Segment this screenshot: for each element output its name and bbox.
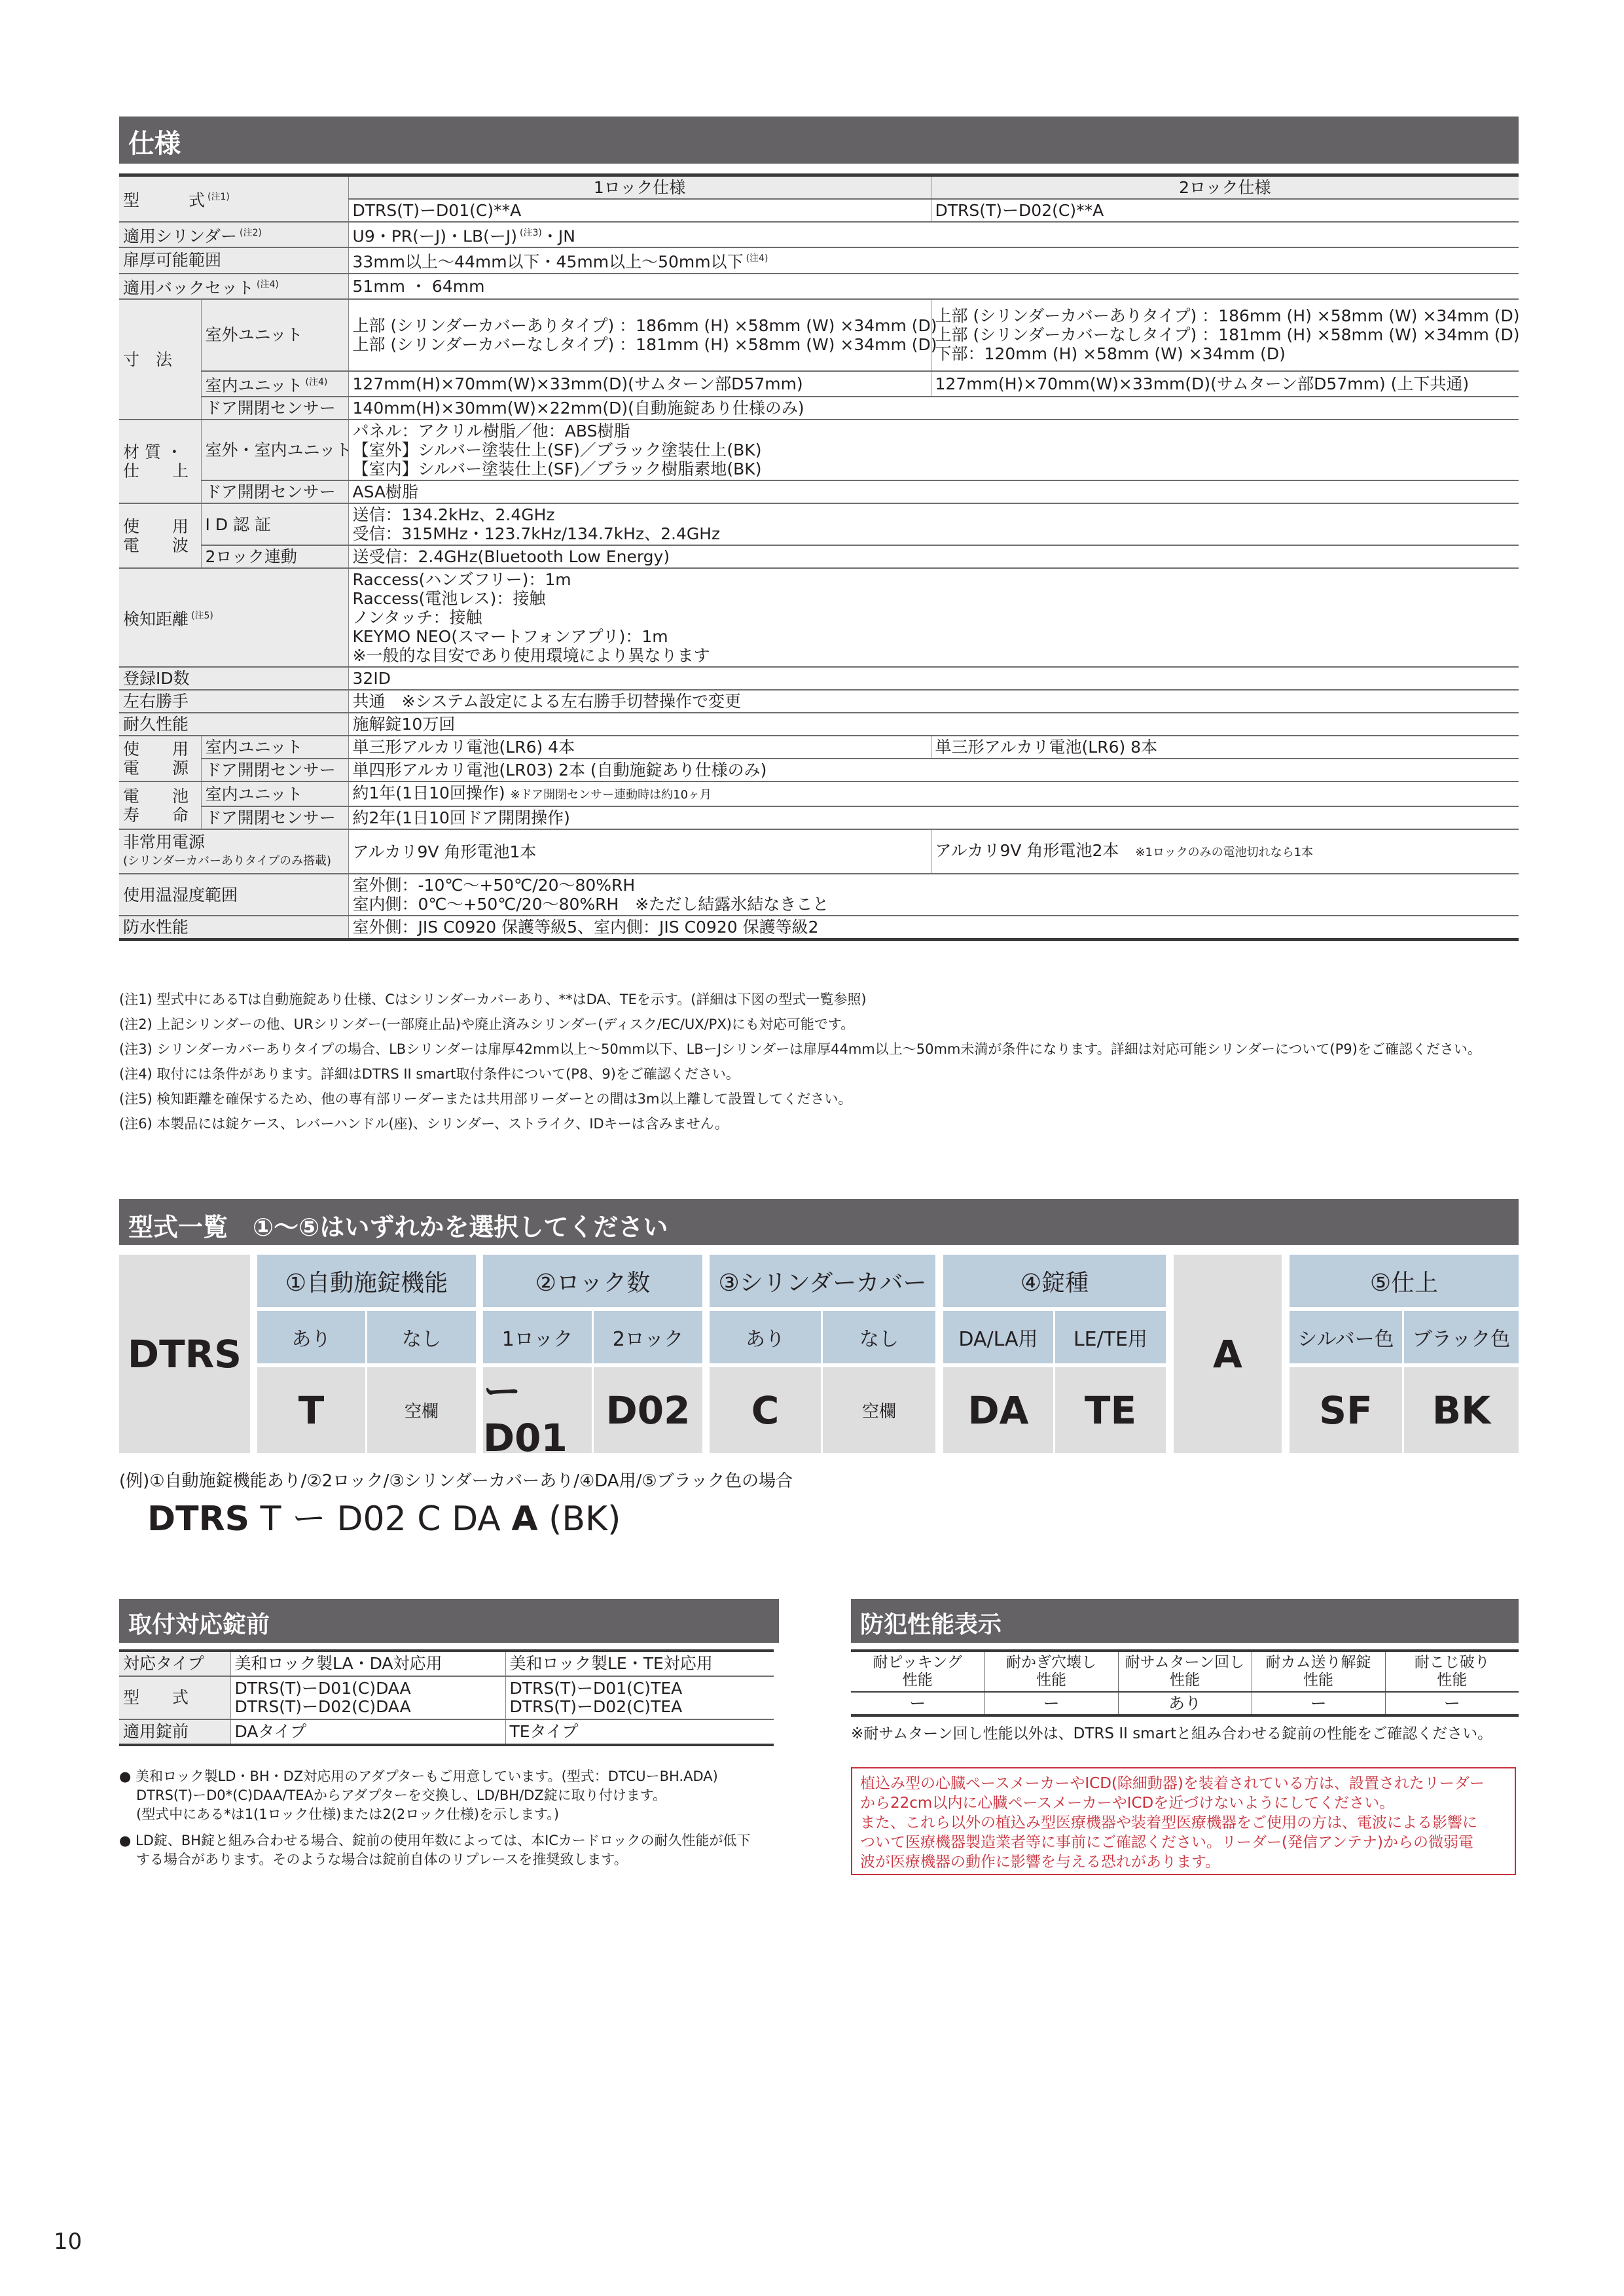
mount-table — [119, 1649, 774, 1746]
option-label: ブラック色 — [1404, 1311, 1519, 1363]
spec-row-hand — [119, 690, 1519, 713]
security-section-header — [851, 1599, 1519, 1643]
model-1lock: DTRS(T)ーD01(C)**A — [348, 199, 931, 222]
models-title: 型式一覧 ①～⑤はいずれかを選択してください — [128, 1213, 668, 1242]
dims-outdoor-1lock: 上部 (シリンダーカバーありタイプ) ：186mm (H) ×58mm (W) ×34mm (D) 上部 (シリンダーカバーなしタイプ) ：181mm (H) ×58mm (W) ×34mm (D) — [348, 299, 931, 371]
battery-indoor-value: 約1年(1日10回操作) ※ドア開閉センサー連動時は約10ヶ月 — [348, 781, 1519, 806]
spec-row-temp — [119, 874, 1519, 916]
spec-row-emergency — [119, 829, 1519, 874]
spec-label-power-sensor: ドア開閉センサー — [201, 759, 348, 781]
option-code: T — [257, 1367, 365, 1453]
spec-section-header — [119, 117, 1519, 164]
security-value: あり — [1118, 1692, 1252, 1715]
power-indoor-2lock: 単三形アルカリ電池(LR6) 8本 — [931, 736, 1519, 759]
option-code: 空欄 — [823, 1367, 935, 1453]
spec-row-door — [119, 247, 1519, 273]
mount-type-te: 美和ロック製LE・TE対応用 — [505, 1651, 774, 1676]
model-2lock: DTRS(T)ーD02(C)**A — [931, 199, 1519, 222]
spec-row-cylinder — [119, 222, 1519, 247]
option-code: 空欄 — [367, 1367, 476, 1453]
option-label: あり — [257, 1311, 365, 1363]
example-model: DTRS T ー D02 C DA A (BK) — [147, 1499, 621, 1539]
model-fixed-code: A — [1174, 1255, 1282, 1453]
spec-row-backset — [119, 274, 1519, 299]
dims-outdoor-2lock: 上部 (シリンダーカバーありタイプ) ：186mm (H) ×58mm (W) ×34mm (D) 上部 (シリンダーカバーなしタイプ) ：181mm (H) ×58mm (W) ×34mm (D) 下部：120mm (H) ×58mm (W) ×34mm (D) — [931, 299, 1519, 371]
spec-label-material-units: 室外・室内ユニット — [201, 420, 348, 480]
spec-row-battery-indoor — [119, 781, 1519, 806]
group-finish-title: ⑤仕上 — [1290, 1255, 1519, 1307]
spec-notes — [119, 987, 1519, 1136]
option-label: 2ロック — [594, 1311, 702, 1363]
spec-label-dims: 寸 法 — [119, 299, 201, 420]
option-label: DA/LA用 — [943, 1311, 1053, 1363]
spec-label-material-sensor: ドア開閉センサー — [201, 480, 348, 503]
spec-label-backset: 適用バックセット $^{(注4)}$ — [119, 274, 348, 299]
spec-label-water: 防水性能 — [119, 916, 348, 940]
spec-label-ids: 登録ID数 — [119, 667, 348, 690]
mount-bullet-2: ● LD錠、BH錠と組み合わせる場合、錠前の使用年数によっては、本ICカードロックの耐久性能が低下 する場合があります。そのような場合は錠前自体のリプレースを推奨致します。 — [119, 1833, 751, 1867]
security-table — [851, 1649, 1519, 1717]
model-prefix: DTRS — [119, 1255, 250, 1453]
spec-label-material: 材 質 ・ 仕 上 — [119, 420, 201, 503]
cylinder-value: U9・PR(ーJ)・LB(ーJ) $^{(注3)}$・JN — [348, 222, 1519, 247]
spec-row-power-sensor — [119, 759, 1519, 781]
security-header: 耐カム送り解錠 性能 — [1252, 1651, 1385, 1692]
power-sensor-value: 単四形アルカリ電池(LR03) 2本 (自動施錠あり仕様のみ) — [348, 759, 1519, 781]
security-header: 耐ピッキング 性能 — [851, 1651, 984, 1692]
power-indoor-1lock: 単三形アルカリ電池(LR6) 4本 — [348, 736, 931, 759]
mount-label-type: 対応タイプ — [119, 1651, 230, 1676]
spec-label-radio: 使 用 電 波 — [119, 503, 201, 568]
spec-label-cylinder: 適用シリンダー $^{(注2)}$ — [119, 222, 348, 247]
spec-label-model: 型 式 $^{(注1)}$ — [119, 175, 348, 223]
spec-row-battery-sensor — [119, 806, 1519, 829]
durability-value: 施解錠10万回 — [348, 713, 1519, 736]
spec-row-dims-outdoor — [119, 299, 1519, 371]
option-code: D02 — [594, 1367, 702, 1453]
spec-label-dims-outdoor: 室外ユニット — [201, 299, 348, 371]
water-value: 室外側：JIS C0920 保護等級5、室内側：JIS C0920 保護等級2 — [348, 916, 1519, 940]
mount-section-header — [119, 1599, 779, 1643]
backset-value: 51mm ・ 64mm — [348, 274, 1519, 299]
spec-label-battery-indoor: 室内ユニット — [201, 781, 348, 806]
spec-row-material-units — [119, 420, 1519, 480]
spec-label-durability: 耐久性能 — [119, 713, 348, 736]
spec-row-radio-link — [119, 545, 1519, 568]
mount-model-te: DTRS(T)ーD01(C)TEA DTRS(T)ーD02(C)TEA — [505, 1676, 774, 1719]
option-code: ーD01 — [483, 1367, 592, 1453]
spec-row-ids — [119, 667, 1519, 690]
option-code: TE — [1055, 1367, 1166, 1453]
emergency-2lock: アルカリ9V 角形電池2本 ※1ロックのみの電池切れなら1本 — [931, 829, 1519, 874]
security-title: 防犯性能表示 — [860, 1611, 1002, 1638]
spec-title: 仕様 — [128, 129, 181, 159]
note-2: (注2) 上記シリンダーの他、URシリンダー(一部廃止品)や廃止済みシリンダー(ディスク/EC/UX/PX)にも対応可能です。 — [119, 1016, 855, 1032]
security-note: ※耐サムターン回し性能以外は、DTRS II smartと組み合わせる錠前の性能をご確認ください。 — [851, 1725, 1493, 1742]
security-header: 耐こじ破り 性能 — [1385, 1651, 1519, 1692]
spec-label-power-indoor: 室内ユニット — [201, 736, 348, 759]
spec-row-radio-id — [119, 503, 1519, 545]
spec-row-durability — [119, 713, 1519, 736]
spec-row-water — [119, 916, 1519, 940]
spec-label-hand: 左右勝手 — [119, 690, 348, 713]
mount-model-da: DTRS(T)ーD01(C)DAA DTRS(T)ーD02(C)DAA — [230, 1676, 505, 1719]
dims-sensor-value: 140mm(H)×30mm(W)×22mm(D)(自動施錠あり仕様のみ) — [348, 397, 1519, 420]
spec-row-model — [119, 175, 1519, 200]
option-label: LE/TE用 — [1055, 1311, 1166, 1363]
option-code: DA — [943, 1367, 1053, 1453]
group-cylinder-cover-title: ③シリンダーカバー — [710, 1255, 935, 1307]
mount-title: 取付対応錠前 — [128, 1611, 270, 1638]
spec-label-power: 使 用 電 源 — [119, 736, 201, 781]
spec-label-battery-sensor: ドア開閉センサー — [201, 806, 348, 829]
radio-link-value: 送受信：2.4GHz(Bluetooth Low Energy) — [348, 545, 1519, 568]
header-2lock: 2ロック仕様 — [931, 175, 1519, 200]
spec-row-dims-sensor — [119, 397, 1519, 420]
spec-label-dims-sensor: ドア開閉センサー — [201, 397, 348, 420]
group-lock-type-title: ④錠種 — [943, 1255, 1166, 1307]
ids-value: 32ID — [348, 667, 1519, 690]
spec-label-temp: 使用温湿度範囲 — [119, 874, 348, 916]
note-3: (注3) シリンダーカバーありタイプの場合、LBシリンダーは扉厚42mm以上～50mm以下、LBーJシリンダーは扉厚44mm以上～50mm未満が条件になります。詳細は対応可能シリンダーについて(P9)をご確認ください。 — [119, 1041, 1481, 1057]
spec-label-distance: 検知距離 $^{(注5)}$ — [119, 568, 348, 667]
spec-row-dims-indoor — [119, 371, 1519, 397]
spec-table — [119, 173, 1519, 941]
spec-label-door: 扉厚可能範囲 — [119, 247, 348, 273]
security-header: 耐サムターン回し 性能 — [1118, 1651, 1252, 1692]
door-value: 33mm以上～44mm以下・45mm以上～50mm以下 $^{(注4)}$ — [348, 247, 1519, 273]
note-1: (注1) 型式中にあるTは自動施錠あり仕様、Cはシリンダーカバーあり、**はDA、TEを示す。(詳細は下図の型式一覧参照) — [119, 992, 867, 1007]
example-caption: (例)①自動施錠機能あり/②2ロック/③シリンダーカバーあり/④DA用/⑤ブラック色の場合 — [119, 1471, 793, 1491]
distance-value: Raccess(ハンズフリー)：1m Raccess(電池レス)：接触 ノンタッチ：接触 KEYMO NEO(スマートフォンアプリ)：1m ※一般的な目安であり使用環境により異なります — [348, 568, 1519, 667]
group-auto-lock-title: ①自動施錠機能 — [257, 1255, 476, 1307]
page-number: 10 — [54, 2229, 82, 2255]
spec-label-emergency: 非常用電源 (シリンダーカバーありタイプのみ搭載) — [119, 829, 348, 874]
dims-indoor-1lock: 127mm(H)×70mm(W)×33mm(D)(サムターン部D57mm) — [348, 371, 931, 397]
radio-id-value: 送信：134.2kHz、2.4GHz 受信：315MHz・123.7kHz/134.7kHz、2.4GHz — [348, 503, 1519, 545]
option-code: BK — [1404, 1367, 1519, 1453]
option-label: 1ロック — [483, 1311, 592, 1363]
header-1lock: 1ロック仕様 — [348, 175, 931, 200]
mount-bullet-1: ● 美和ロック製LD・BH・DZ対応用のアダプターもご用意しています。(型式：DTCUーBH.ADA) DTRS(T)ーD0*(C)DAA/TEAからアダプターを交換し、LD/BH/DZ錠に取り付けます。 (型式中にある*は1(1ロック仕様)または2(2ロック仕様)を示します。) — [119, 1768, 718, 1822]
mount-lock-te: TEタイプ — [505, 1719, 774, 1745]
option-label: なし — [367, 1311, 476, 1363]
security-header: 耐かぎ穴壊し 性能 — [984, 1651, 1118, 1692]
spec-label-radio-id: I D 認 証 — [201, 503, 348, 545]
option-label: シルバー色 — [1290, 1311, 1402, 1363]
spec-label-radio-link: 2ロック連動 — [201, 545, 348, 568]
mount-label-lock: 適用錠前 — [119, 1719, 230, 1745]
hand-value: 共通 ※システム設定による左右勝手切替操作で変更 — [348, 690, 1519, 713]
battery-sensor-value: 約2年(1日10回ドア開閉操作) — [348, 806, 1519, 829]
note-4: (注4) 取付には条件があります。詳細はDTRS II smart取付条件について(P8、9)をご確認ください。 — [119, 1066, 740, 1082]
mount-type-da: 美和ロック製LA・DA対応用 — [230, 1651, 505, 1676]
spec-label-battery: 電 池 寿 命 — [119, 781, 201, 829]
material-units-value: パネル：アクリル樹脂／他：ABS樹脂 【室外】シルバー塗装仕上(SF)／ブラック塗装仕上(BK) 【室内】シルバー塗装仕上(SF)／ブラック樹脂素地(BK) — [348, 420, 1519, 480]
mount-lock-da: DAタイプ — [230, 1719, 505, 1745]
temp-value: 室外側：-10℃～+50℃/20～80%RH 室内側：0℃～+50℃/20～80%RH ※ただし結露氷結なきこと — [348, 874, 1519, 916]
security-value: ー — [1385, 1692, 1519, 1715]
medical-warning-box: 植込み型の心臓ペースメーカーやICD(除細動器)を装着されている方は、設置されたリーダー から22cm以内に心臓ペースメーカーやICDを近づけないようにしてください。 また、これら以外の植込み型医療機器や装着型医療機器をご使用の方は、電波による影響に ついて医療機器製造業者等に事前にご確認ください。リーダー(発信アンテナ)からの微弱電 波が医療機器の動作に影響を与える恐れがあります。 — [851, 1767, 1516, 1875]
spec-row-material-sensor — [119, 480, 1519, 503]
note-5: (注5) 検知距離を確保するため、他の専有部リーダーまたは共用部リーダーとの間は3m以上離して設置してください。 — [119, 1091, 852, 1107]
dims-indoor-2lock: 127mm(H)×70mm(W)×33mm(D)(サムターン部D57mm) (上下共通) — [931, 371, 1519, 397]
emergency-1lock: アルカリ9V 角形電池1本 — [348, 829, 931, 874]
models-section-header — [119, 1199, 1519, 1245]
material-sensor-value: ASA樹脂 — [348, 480, 1519, 503]
option-code: SF — [1290, 1367, 1402, 1453]
model-selector — [119, 1255, 1519, 1460]
group-lock-count-title: ②ロック数 — [483, 1255, 702, 1307]
option-label: あり — [710, 1311, 821, 1363]
note-6: (注6) 本製品には錠ケース、レバーハンドル(座)、シリンダー、ストライク、IDキーは含みません。 — [119, 1116, 729, 1132]
spec-row-distance — [119, 568, 1519, 667]
spec-label-dims-indoor: 室内ユニット $^{(注4)}$ — [201, 371, 348, 397]
security-value: ー — [1252, 1692, 1385, 1715]
spec-row-power-indoor — [119, 736, 1519, 759]
mount-label-model: 型 式 — [119, 1676, 230, 1719]
security-value: ー — [851, 1692, 984, 1715]
option-label: なし — [823, 1311, 935, 1363]
security-value: ー — [984, 1692, 1118, 1715]
option-code: C — [710, 1367, 821, 1453]
